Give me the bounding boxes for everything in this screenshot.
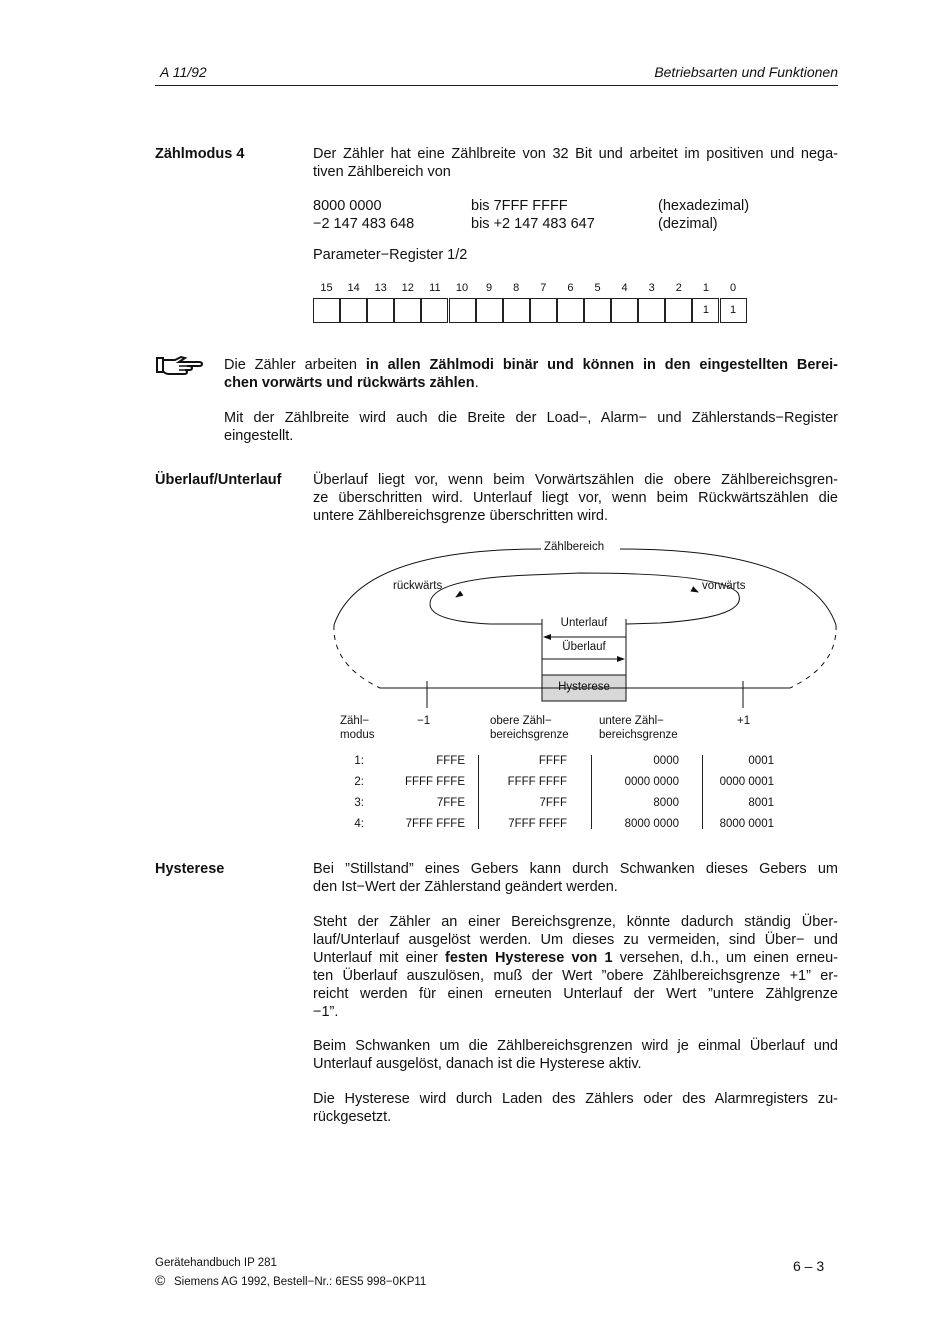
ueberlauf-line1: Überlauf liegt vor, wenn beim Vorwärtszählen die obere Zählbereichsgren- <box>313 472 838 488</box>
register-bit-number: 13 <box>374 282 387 294</box>
section-label-ueberlauf: Überlauf/Unterlauf <box>155 472 282 488</box>
section-label-hysterese: Hysterese <box>155 861 225 877</box>
register-bit-number: 8 <box>513 282 520 294</box>
register-bit-box <box>313 298 340 323</box>
hyst-p1-line2: den Ist−Wert der Zählerstand geändert werden. <box>313 879 618 895</box>
note-p2-line1: Mit der Zählbreite wird auch die Breite der Load−, Alarm− und Zählerstands−Register <box>224 410 838 426</box>
row-plus1: 0000 0001 <box>719 776 774 788</box>
register-bit-number: 5 <box>594 282 601 294</box>
register-bit-box <box>340 298 367 323</box>
register-bit-box <box>611 298 638 323</box>
label-vorwaerts: vorwärts <box>702 580 746 592</box>
ueberlauf-line2: ze überschritten wird. Unterlauf liegt vor, wenn beim Rückwärtszählen die <box>313 490 838 506</box>
label-ueberlauf: Überlauf <box>562 641 606 653</box>
hyst-p1-line1: Bei ”Stillstand” eines Gebers kann durch Schwanken dieses Gebers um <box>313 861 838 877</box>
register-bit-number: 15 <box>320 282 333 294</box>
row-plus1: 8001 <box>748 797 774 809</box>
range-unit-hex: (hexadezimal) <box>658 198 750 214</box>
footer-manual: Gerätehandbuch IP 281 <box>155 1257 277 1269</box>
register-bit-number: 12 <box>401 282 414 294</box>
copyright-icon: © <box>155 1272 166 1288</box>
row-obere: 7FFF FFFF <box>508 818 567 830</box>
row-untere: 0000 0000 <box>624 776 679 788</box>
register-bit-box <box>638 298 665 323</box>
hyst-p3-line2: Unterlauf ausgelöst, danach ist die Hysterese aktiv. <box>313 1056 642 1072</box>
range-unit-dec: (dezimal) <box>658 216 718 232</box>
register-bit-number: 4 <box>621 282 628 294</box>
register-bit-box <box>530 298 557 323</box>
hyst-p2-line3 <box>313 949 838 967</box>
note-p1-text: Die Zähler arbeiten <box>224 357 366 373</box>
register-bit-box <box>557 298 584 323</box>
row-obere: FFFF FFFF <box>507 776 567 788</box>
col-divider <box>478 755 479 829</box>
register-bit-number: 6 <box>567 282 574 294</box>
col-obere-line2: bereichsgrenze <box>490 729 569 741</box>
row-minus1: FFFE <box>436 755 465 767</box>
hyst-p2-bold: festen Hysterese von 1 <box>445 950 613 966</box>
hyst-p2-line1: Steht der Zähler an einer Bereichsgrenze, könnte dadurch ständig Über- <box>313 914 838 930</box>
row-plus1: 0001 <box>748 755 774 767</box>
register-bit-number: 7 <box>540 282 547 294</box>
row-untere: 8000 <box>653 797 679 809</box>
register-bit-box <box>503 298 530 323</box>
range-from-dec: −2 147 483 648 <box>313 216 415 232</box>
register-bit-box <box>421 298 448 323</box>
register-bit-number: 1 <box>702 282 709 294</box>
label-hysterese: Hysterese <box>558 681 610 693</box>
register-bit-box <box>367 298 394 323</box>
register-bit-number: 14 <box>347 282 360 294</box>
register-bit-number: 10 <box>455 282 469 294</box>
register-bit-box <box>449 298 476 323</box>
note-p1-line2-bold: chen vorwärts und rückwärts zählen <box>224 375 475 391</box>
col-divider <box>702 755 703 829</box>
col-untere-line2: bereichsgrenze <box>599 729 678 741</box>
col-minus1: −1 <box>417 715 431 727</box>
row-plus1: 8000 0001 <box>719 818 774 830</box>
col-untere-line1: untere Zähl− <box>599 715 664 727</box>
page-number: 6 – 3 <box>793 1258 825 1274</box>
col-mode-line2: modus <box>340 729 375 741</box>
col-mode-line1: Zähl− <box>340 715 370 727</box>
col-plus1: +1 <box>737 715 751 727</box>
register-bit-box <box>476 298 503 323</box>
hyst-p4-line2: rückgesetzt. <box>313 1109 392 1125</box>
note-p1-line1 <box>224 356 838 374</box>
row-mode: 3: <box>354 797 364 809</box>
register-bit-box: 1 <box>720 298 747 323</box>
row-obere: FFFF <box>538 755 567 767</box>
header-right: Betriebsarten und Funktionen <box>654 64 838 80</box>
row-minus1: FFFF FFFE <box>404 776 465 788</box>
hyst-p2-line5: reicht werden für einen erneuten Unterlauf der Wert ”untere Zählgrenze <box>313 986 838 1002</box>
col-obere-line1: obere Zähl− <box>490 715 552 727</box>
row-mode: 1: <box>354 755 364 767</box>
row-minus1: 7FFE <box>436 797 465 809</box>
range-from-hex: 8000 0000 <box>313 198 382 214</box>
hyst-p4-line1: Die Hysterese wird durch Laden des Zählers oder des Alarmregisters zu- <box>313 1091 838 1107</box>
hyst-p3-line1: Beim Schwanken um die Zählbereichsgrenzen wird je einmal Überlauf und <box>313 1038 838 1054</box>
hyst-p2-line6: −1”. <box>313 1004 339 1020</box>
label-unterlauf: Unterlauf <box>560 617 608 629</box>
header-rule <box>155 85 838 86</box>
hyst-p2-line4: ten Überlauf auszulösen, muß der Wert ”obere Zählbereichsgrenze +1” er- <box>313 968 838 984</box>
footer-order: Siemens AG 1992, Bestell−Nr.: 6ES5 998−0KP11 <box>174 1276 427 1288</box>
label-rueckwaerts: rückwärts <box>393 580 443 592</box>
register-bit-box: 1 <box>692 298 719 323</box>
range-to-dec: bis +2 147 483 647 <box>471 216 595 232</box>
parameter-register-label: Parameter−Register 1/2 <box>313 247 468 263</box>
register-bit-box <box>394 298 421 323</box>
register-bit-box <box>665 298 692 323</box>
note-p1-period: . <box>474 375 479 391</box>
note-p2-line2: eingestellt. <box>224 428 294 444</box>
note-p1-line2 <box>224 374 479 392</box>
intro-line2: tiven Zählbereich von <box>313 164 451 180</box>
register-bit-box <box>584 298 611 323</box>
hyst-p2-line2: lauf/Unterlauf ausgelöst werden. Um dieses zu vermeiden, sind Über− und <box>313 932 838 948</box>
row-mode: 2: <box>354 776 364 788</box>
row-untere: 8000 0000 <box>624 818 679 830</box>
range-to-hex: bis 7FFF FFFF <box>471 198 568 214</box>
register-bit-number: 3 <box>648 282 655 294</box>
section-label-zaehlmodus: Zählmodus 4 <box>155 146 245 162</box>
register-bit-number: 2 <box>675 282 682 294</box>
register-bit-number: 0 <box>729 282 737 294</box>
pointing-hand-icon <box>155 354 205 376</box>
header-left: A 11/92 <box>160 64 207 80</box>
label-zaehlbereich: Zählbereich <box>541 541 607 553</box>
register-bit-number: 11 <box>429 282 441 294</box>
col-divider <box>591 755 592 829</box>
row-minus1: 7FFF FFFE <box>405 818 465 830</box>
row-mode: 4: <box>354 818 364 830</box>
hyst-p2-text: Unterlauf mit einer <box>313 950 446 966</box>
note-p1-bold: in allen Zählmodi binär und können in den eingestellten Berei- <box>365 357 839 373</box>
row-untere: 0000 <box>653 755 679 767</box>
row-obere: 7FFF <box>539 797 567 809</box>
hyst-p2-text: versehen, d.h., um einen erneu- <box>612 950 838 966</box>
intro-line1: Der Zähler hat eine Zählbreite von 32 Bit und arbeitet im positiven und nega- <box>313 146 838 162</box>
ueberlauf-line3: untere Zählbereichsgrenze überschritten wird. <box>313 508 608 524</box>
register-bit-number: 9 <box>486 282 493 294</box>
